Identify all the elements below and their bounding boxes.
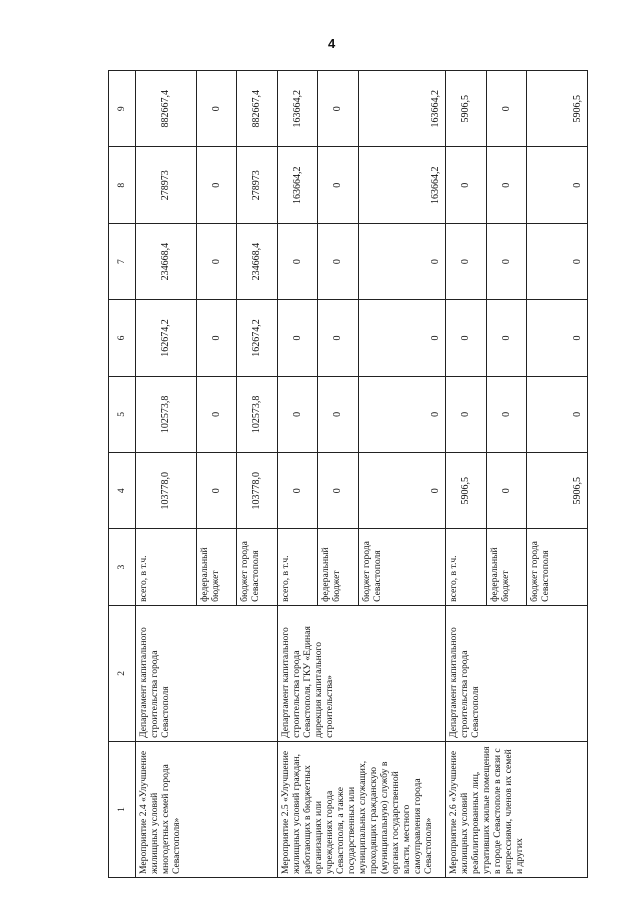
value-cell: 0	[196, 223, 237, 299]
value-cell: 0	[196, 376, 237, 452]
column-header: 3	[109, 529, 136, 605]
value-cell: 0	[318, 453, 359, 529]
value-cell: 278973	[237, 147, 278, 223]
value-cell: 163664,2	[277, 147, 318, 223]
value-cell: 0	[196, 453, 237, 529]
value-cell: 0	[486, 376, 527, 452]
value-cell: 0	[446, 300, 487, 376]
value-cell: 0	[527, 223, 588, 299]
value-cell: 0	[318, 147, 359, 223]
funding-source-cell: федеральный бюджет	[486, 529, 527, 605]
value-cell: 234668,4	[237, 223, 278, 299]
table-row	[277, 71, 318, 878]
value-cell: 0	[486, 147, 527, 223]
executor-cell: Департамент капитального строительства города Севастополя	[136, 605, 278, 741]
column-header: 2	[109, 605, 136, 741]
value-cell: 0	[196, 147, 237, 223]
value-cell: 0	[277, 453, 318, 529]
value-cell: 0	[196, 71, 237, 148]
value-cell: 0	[486, 223, 527, 299]
value-cell: 0	[358, 223, 445, 299]
column-header: 6	[109, 300, 136, 376]
table-row	[446, 71, 487, 878]
value-cell: 0	[486, 453, 527, 529]
value-cell: 0	[277, 223, 318, 299]
funding-source-cell: бюджет города Севастополя	[527, 529, 588, 605]
value-cell: 0	[318, 376, 359, 452]
value-cell: 0	[446, 223, 487, 299]
column-header: 7	[109, 223, 136, 299]
column-header: 5	[109, 376, 136, 452]
value-cell: 163664,2	[358, 71, 445, 148]
value-cell: 0	[446, 147, 487, 223]
column-header: 8	[109, 147, 136, 223]
funding-source-cell: федеральный бюджет	[318, 529, 359, 605]
value-cell: 103778,0	[136, 453, 197, 529]
page-number: 4	[328, 36, 336, 51]
value-cell: 0	[527, 376, 588, 452]
value-cell: 5906,5	[527, 453, 588, 529]
event-name-cell: Мероприятие 2.4 «Улучшение жилищных условий многодетных семей города Севастополя»	[136, 741, 278, 877]
value-cell: 278973	[136, 147, 197, 223]
value-cell: 234668,4	[136, 223, 197, 299]
value-cell: 0	[358, 453, 445, 529]
value-cell: 0	[318, 71, 359, 148]
funding-source-cell: всего, в т.ч.	[277, 529, 318, 605]
column-header: 4	[109, 453, 136, 529]
value-cell: 162674,2	[237, 300, 278, 376]
rotated-table-frame	[108, 70, 588, 878]
value-cell: 5906,5	[446, 453, 487, 529]
funding-source-cell: бюджет города Севастополя	[237, 529, 278, 605]
value-cell: 0	[358, 376, 445, 452]
funding-source-cell: всего, в т.ч.	[446, 529, 487, 605]
funding-source-cell: всего, в т.ч.	[136, 529, 197, 605]
value-cell: 0	[318, 223, 359, 299]
value-cell: 163664,2	[277, 71, 318, 148]
value-cell: 0	[277, 376, 318, 452]
executor-cell: Департамент капитального строительства города Севастополя, ГКУ «Единая дирекция капитального строительства»	[277, 605, 445, 741]
value-cell: 882667,4	[237, 71, 278, 148]
value-cell: 0	[486, 300, 527, 376]
value-cell: 5906,5	[527, 71, 588, 148]
value-cell: 882667,4	[136, 71, 197, 148]
value-cell: 103778,0	[237, 453, 278, 529]
funding-source-cell: бюджет города Севастополя	[358, 529, 445, 605]
value-cell: 0	[446, 376, 487, 452]
header-row	[109, 71, 136, 878]
value-cell: 5906,5	[446, 71, 487, 148]
column-header: 9	[109, 71, 136, 148]
executor-cell: Департамент капитального строительства города Севастополя	[446, 605, 588, 741]
event-name-cell: Мероприятие 2.5 «Улучшение жилищных условий граждан, работающих в бюджетных организациях или учреждениях города Севастополя, а также государственных или муниципальных служащих, проходящих гражданскую (муниципальную) службу в органах государственной власти, местного самоуправления города Севастополя»	[277, 741, 445, 877]
value-cell: 0	[358, 300, 445, 376]
value-cell: 163664,2	[358, 147, 445, 223]
value-cell: 0	[277, 300, 318, 376]
program-funding-table	[108, 70, 588, 878]
funding-source-cell: федеральный бюджет	[196, 529, 237, 605]
value-cell: 0	[196, 300, 237, 376]
column-header: 1	[109, 741, 136, 877]
table-row	[136, 71, 197, 878]
value-cell: 0	[486, 71, 527, 148]
value-cell: 102573,8	[136, 376, 197, 452]
program-table-wrapper	[108, 70, 588, 878]
value-cell: 162674,2	[136, 300, 197, 376]
value-cell: 0	[318, 300, 359, 376]
event-name-cell: Мероприятие 2.6 «Улучшение жилищных условий реабилитированных лиц, утративших жилые помещения в городе Севастополе в связи с репрессиями, членов их семей и других	[446, 741, 588, 877]
value-cell: 102573,8	[237, 376, 278, 452]
value-cell: 0	[527, 147, 588, 223]
value-cell: 0	[527, 300, 588, 376]
